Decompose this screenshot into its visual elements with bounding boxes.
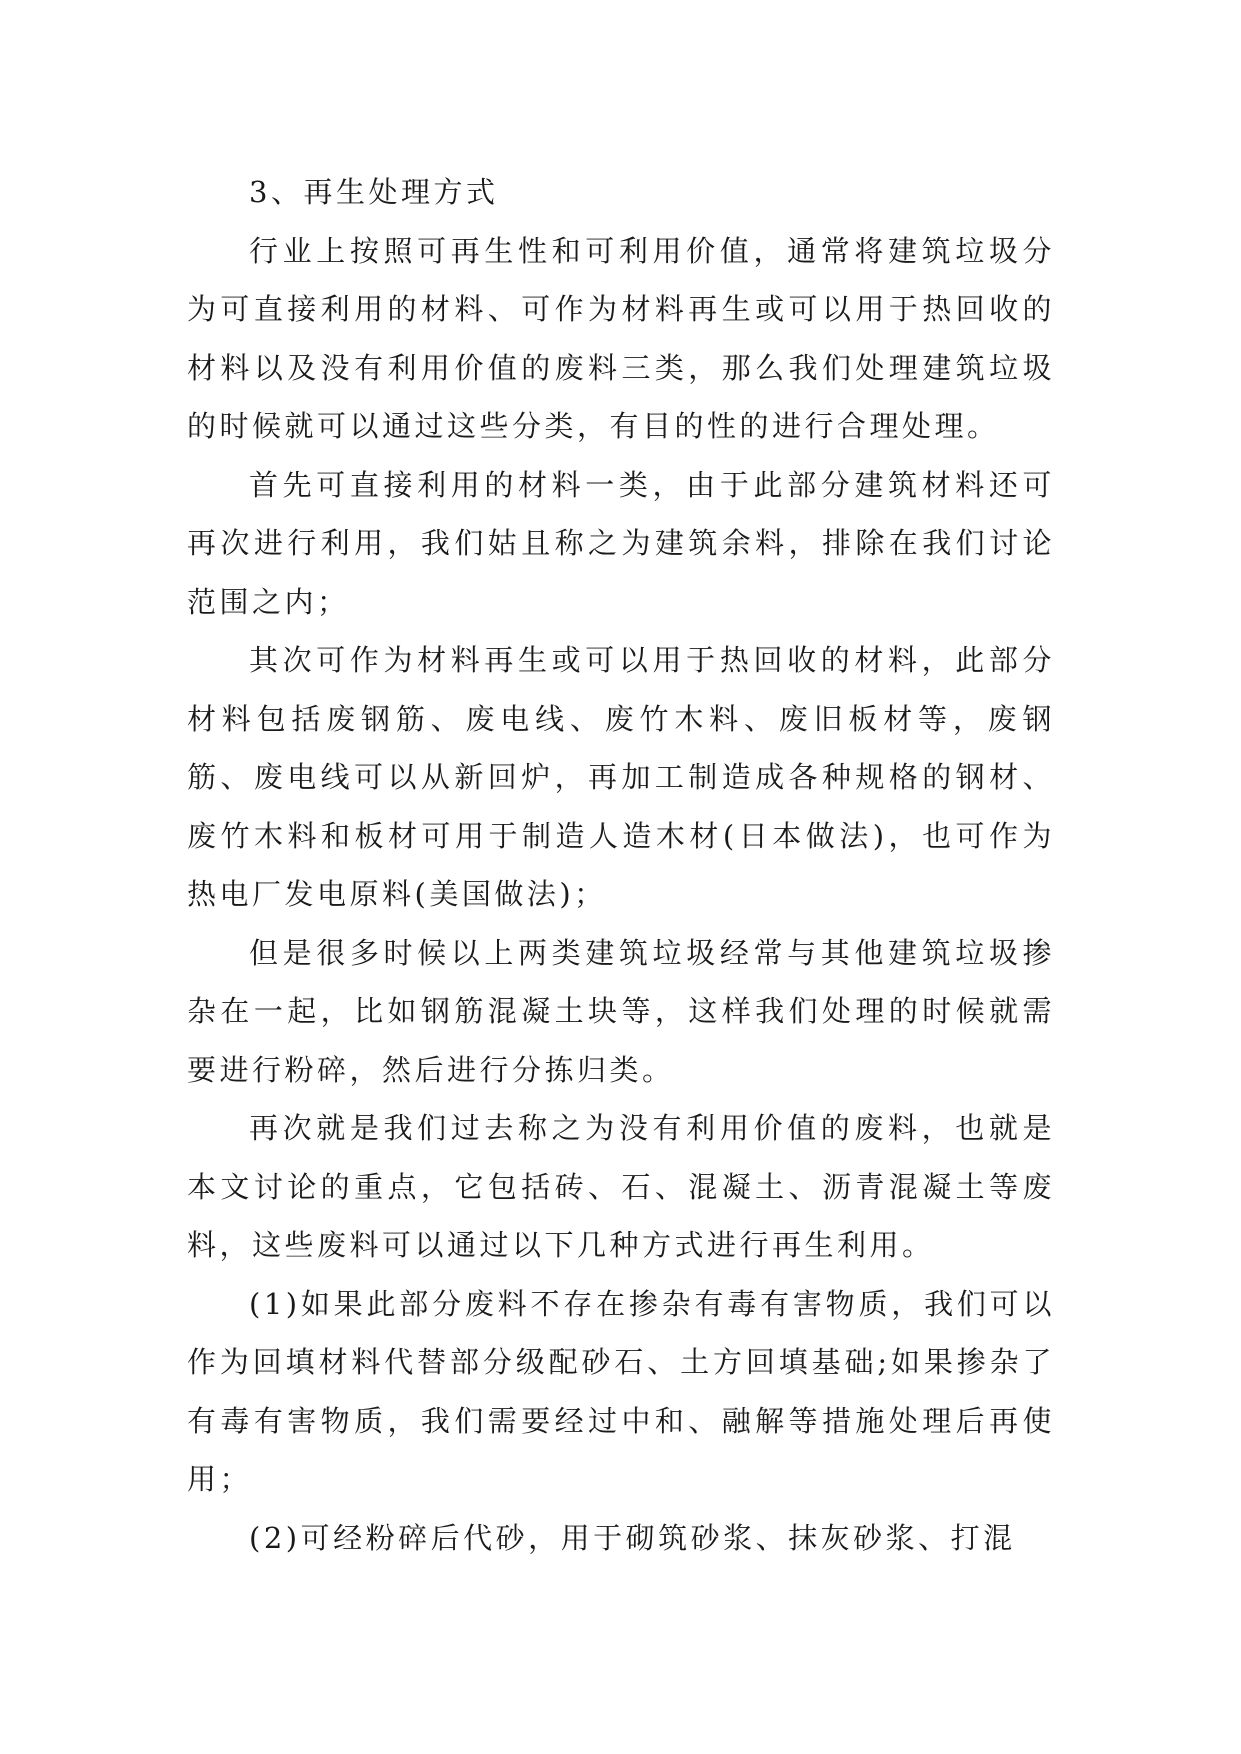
section-heading: 3、再生处理方式 [249, 175, 499, 209]
document-body [187, 163, 1055, 1567]
paragraph-direct-use: 首先可直接利用的材料一类，由于此部分建筑材料还可再次进行利用，我们姑且称之为建筑余料，排除在我们讨论范围之内； [187, 467, 1055, 619]
paragraph-waste-focus: 再次就是我们过去称之为没有利用价值的废料，也就是本文讨论的重点，它包括砖、石、混凝土、沥青混凝土等废料，这些废料可以通过以下几种方式进行再生利用。 [187, 1111, 1055, 1262]
paragraph-item-2: (2)可经粉碎后代砂，用于砌筑砂浆、抹灰砂浆、打混 [249, 1520, 1016, 1555]
paragraph-item-1: (1)如果此部分废料不存在掺杂有毒有害物质，我们可以作为回填材料代替部分级配砂石、土方回填基础;如果掺杂了有毒有害物质，我们需要经过中和、融解等措施处理后再使用； [187, 1286, 1055, 1496]
paragraph-recyclable: 其次可作为材料再生或可以用于热回收的材料，此部分材料包括废钢筋、废电线、废竹木料、废旧板材等，废钢筋、废电线可以从新回炉，再加工制造成各种规格的钢材、废竹木料和板材可用于制造人造木材(日本做法)，也可作为热电厂发电原料(美国做法)； [187, 643, 1055, 911]
paragraph-classification: 行业上按照可再生性和可利用价值，通常将建筑垃圾分为可直接利用的材料、可作为材料再生或可以用于热回收的材料以及没有利用价值的废料三类，那么我们处理建筑垃圾的时候就可以通过这些分类，有目的性的进行合理处理。 [187, 233, 1055, 443]
paragraph-mixed-waste: 但是很多时候以上两类建筑垃圾经常与其他建筑垃圾掺杂在一起，比如钢筋混凝土块等，这样我们处理的时候就需要进行粉碎，然后进行分拣归类。 [187, 935, 1055, 1087]
